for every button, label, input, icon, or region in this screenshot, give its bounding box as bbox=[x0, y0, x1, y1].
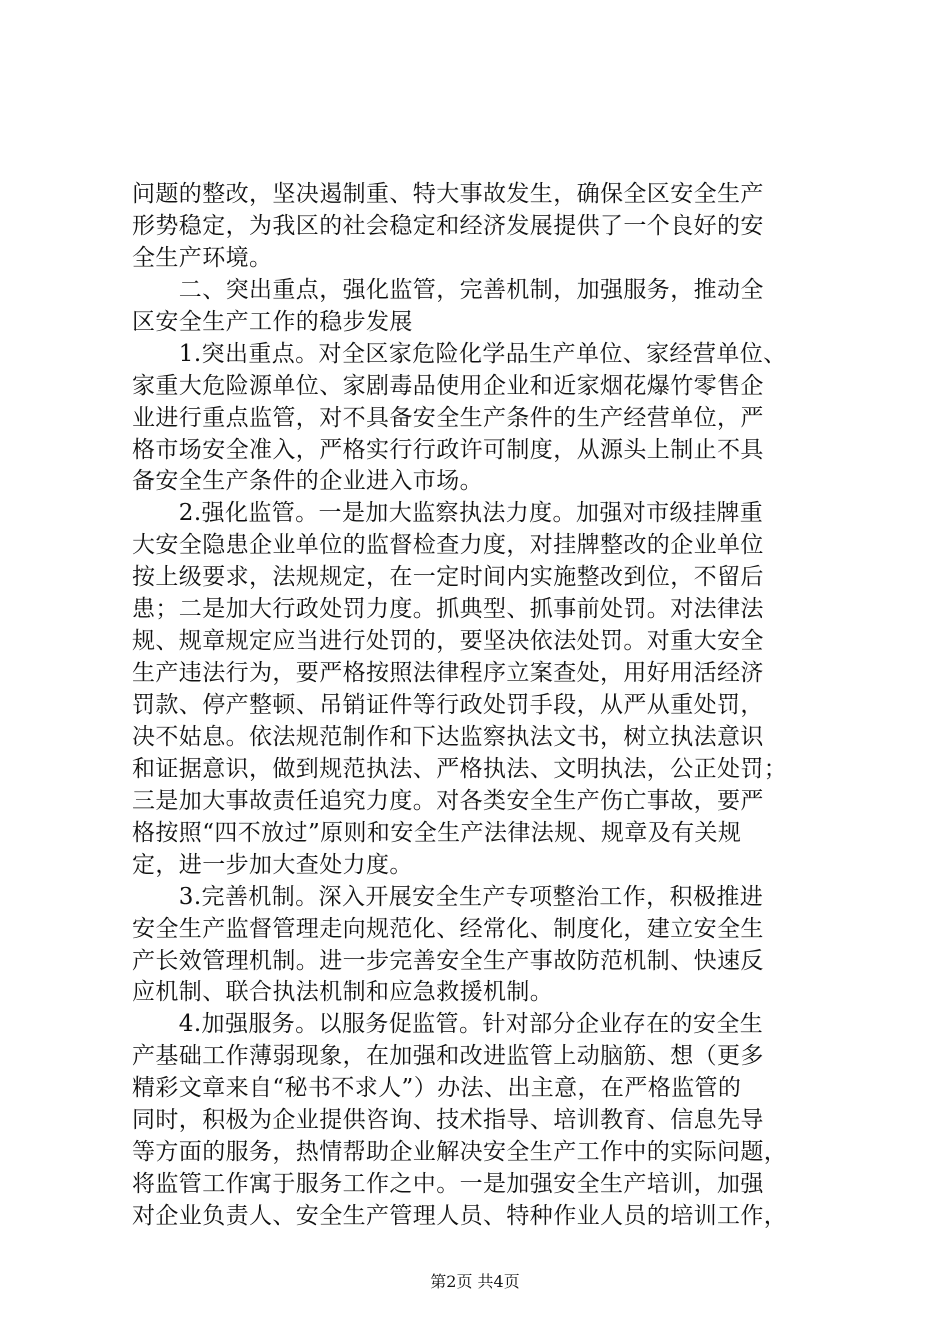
text-line: 形势稳定，为我区的社会稳定和经济发展提供了一个良好的安 bbox=[132, 213, 764, 239]
text-line: 3.完善机制。深入开展安全生产专项整治工作，积极推进 bbox=[132, 884, 764, 910]
text-line: 将监管工作寓于服务工作之中。一是加强安全生产培训，加强 bbox=[132, 1171, 764, 1197]
text-line: 安全生产监督管理走向规范化、经常化、制度化，建立安全生 bbox=[132, 916, 764, 942]
text-line: 同时，积极为企业提供咨询、技术指导、培训教育、信息先导 bbox=[132, 1107, 764, 1133]
text-line: 三是加大事故责任追究力度。对各类安全生产伤亡事故，要严 bbox=[132, 788, 764, 814]
text-line: 罚款、停产整顿、吊销证件等行政处罚手段，从严从重处罚， bbox=[132, 692, 764, 718]
text-line: 业进行重点监管，对不具备安全生产条件的生产经营单位，严 bbox=[132, 405, 764, 431]
text-line: 和证据意识，做到规范执法、严格执法、文明执法，公正处罚； bbox=[132, 756, 788, 782]
text-line: 等方面的服务，热情帮助企业解决安全生产工作中的实际问题， bbox=[132, 1139, 788, 1165]
text-line: 对企业负责人、安全生产管理人员、特种作业人员的培训工作， bbox=[132, 1203, 788, 1229]
text-line: 备安全生产条件的企业进入市场。 bbox=[132, 468, 483, 494]
text-line: 2.强化监管。一是加大监察执法力度。加强对市级挂牌重 bbox=[132, 500, 764, 526]
text-line: 精彩文章来自“秘书不求人”）办法、出主意，在严格监管的 bbox=[132, 1075, 742, 1101]
text-line: 大安全隐患企业单位的监督检查力度，对挂牌整改的企业单位 bbox=[132, 532, 764, 558]
section-heading-line: 区安全生产工作的稳步发展 bbox=[132, 309, 413, 335]
text-line: 4.加强服务。以服务促监管。针对部分企业存在的安全生 bbox=[132, 1011, 764, 1037]
page-footer: 第2页 共4页 bbox=[430, 1272, 520, 1291]
section-heading-line: 二、突出重点，强化监管，完善机制，加强服务，推动全 bbox=[132, 277, 764, 303]
text-line: 产长效管理机制。进一步完善安全生产事故防范机制、快速反 bbox=[132, 948, 764, 974]
text-line: 按上级要求，法规规定，在一定时间内实施整改到位，不留后 bbox=[132, 564, 764, 590]
text-line: 规、规章规定应当进行处罚的，要坚决依法处罚。对重大安全 bbox=[132, 628, 764, 654]
text-line: 全生产环境。 bbox=[132, 245, 273, 271]
text-line: 产基础工作薄弱现象，在加强和改进监管上动脑筋、想（更多 bbox=[132, 1043, 764, 1069]
text-line: 格按照“四不放过”原则和安全生产法律法规、规章及有关规 bbox=[132, 820, 742, 846]
text-line: 1.突出重点。对全区家危险化学品生产单位、家经营单位、 bbox=[132, 341, 787, 367]
text-line: 家重大危险源单位、家剧毒品使用企业和近家烟花爆竹零售企 bbox=[132, 373, 764, 399]
text-line: 应机制、联合执法机制和应急救援机制。 bbox=[132, 979, 554, 1005]
text-line: 生产违法行为，要严格按照法律程序立案查处，用好用活经济 bbox=[132, 660, 764, 686]
text-line: 格市场安全准入，严格实行行政许可制度，从源头上制止不具 bbox=[132, 437, 764, 463]
text-line: 定，进一步加大查处力度。 bbox=[132, 852, 413, 878]
text-line: 患；二是加大行政处罚力度。抓典型、抓事前处罚。对法律法 bbox=[132, 596, 764, 622]
text-line: 决不姑息。依法规范制作和下达监察执法文书，树立执法意识 bbox=[132, 724, 764, 750]
text-line: 问题的整改，坚决遏制重、特大事故发生，确保全区安全生产 bbox=[132, 181, 764, 207]
